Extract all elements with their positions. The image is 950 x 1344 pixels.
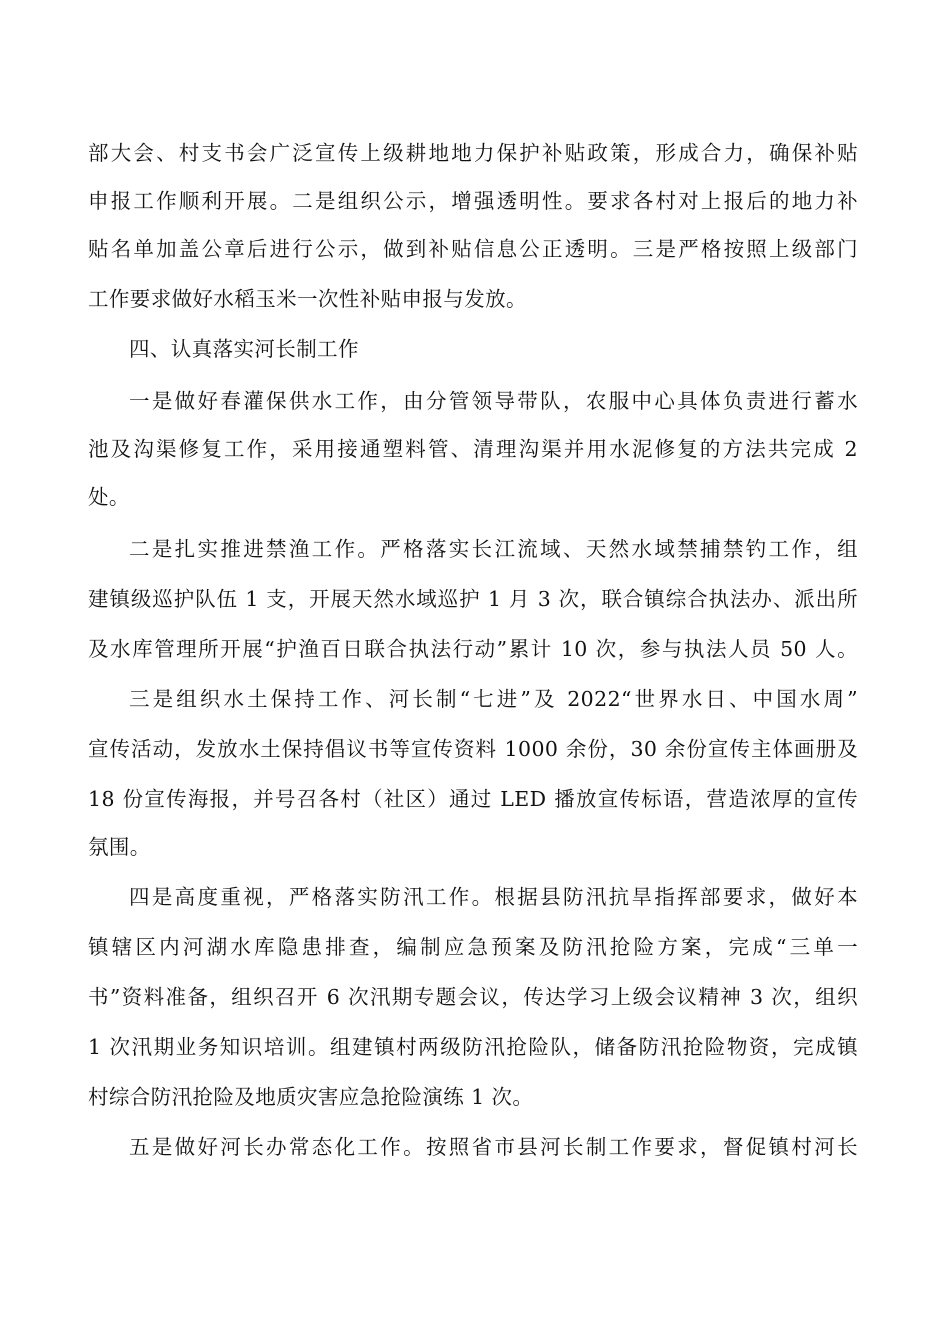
text-line: 三是组织水土保持工作、河长制“七进”及 2022“世界水日、中国水周” (129, 687, 858, 711)
text-line: 书”资料准备，组织召开 6 次汛期专题会议，传达学习上级会议精神 3 次，组织 (88, 985, 858, 1009)
text-line: 四是高度重视，严格落实防汛工作。根据县防汛抗旱指挥部要求，做好本 (129, 885, 858, 909)
text-line: 建镇级巡护队伍 1 支，开展天然水域巡护 1 月 3 次，联合镇综合执法办、派出所 (88, 587, 858, 611)
text-line: 宣传活动，发放水土保持倡议书等宣传资料 1000 余份，30 余份宣传主体画册及 (88, 737, 858, 761)
text-line: 二是扎实推进禁渔工作。严格落实长江流域、天然水域禁捕禁钓工作，组 (129, 537, 858, 561)
text-line: 池及沟渠修复工作，采用接通塑料管、清理沟渠并用水泥修复的方法共完成 2 (88, 437, 858, 461)
text-line: 处。 (88, 485, 130, 509)
text-line: 村综合防汛抢险及地质灾害应急抢险演练 1 次。 (88, 1085, 534, 1109)
text-line: 贴名单加盖公章后进行公示，做到补贴信息公正透明。三是严格按照上级部门 (88, 237, 858, 261)
text-line: 工作要求做好水稻玉米一次性补贴申报与发放。 (88, 287, 527, 311)
text-line: 部大会、村支书会广泛宣传上级耕地地力保护补贴政策，形成合力，确保补贴 (88, 141, 858, 165)
text-line: 18 份宣传海报，并号召各村（社区）通过 LED 播放宣传标语，营造浓厚的宣传 (88, 787, 858, 811)
text-line: 五是做好河长办常态化工作。按照省市县河长制工作要求，督促镇村河长 (129, 1135, 858, 1159)
text-line: 申报工作顺利开展。二是组织公示，增强透明性。要求各村对上报后的地力补 (88, 189, 858, 213)
text-line: 氛围。 (88, 835, 151, 859)
text-line: 1 次汛期业务知识培训。组建镇村两级防汛抢险队，储备防汛抢险物资，完成镇 (88, 1035, 858, 1059)
text-line: 一是做好春灌保供水工作，由分管领导带队，农服中心具体负责进行蓄水 (129, 389, 858, 413)
section-heading: 四、认真落实河长制工作 (129, 337, 359, 361)
text-line: 及水库管理所开展“护渔百日联合执法行动”累计 10 次，参与执法人员 50 人。 (88, 637, 858, 661)
text-line: 镇辖区内河湖水库隐患排查，编制应急预案及防汛抢险方案，完成“三单一 (88, 935, 858, 959)
